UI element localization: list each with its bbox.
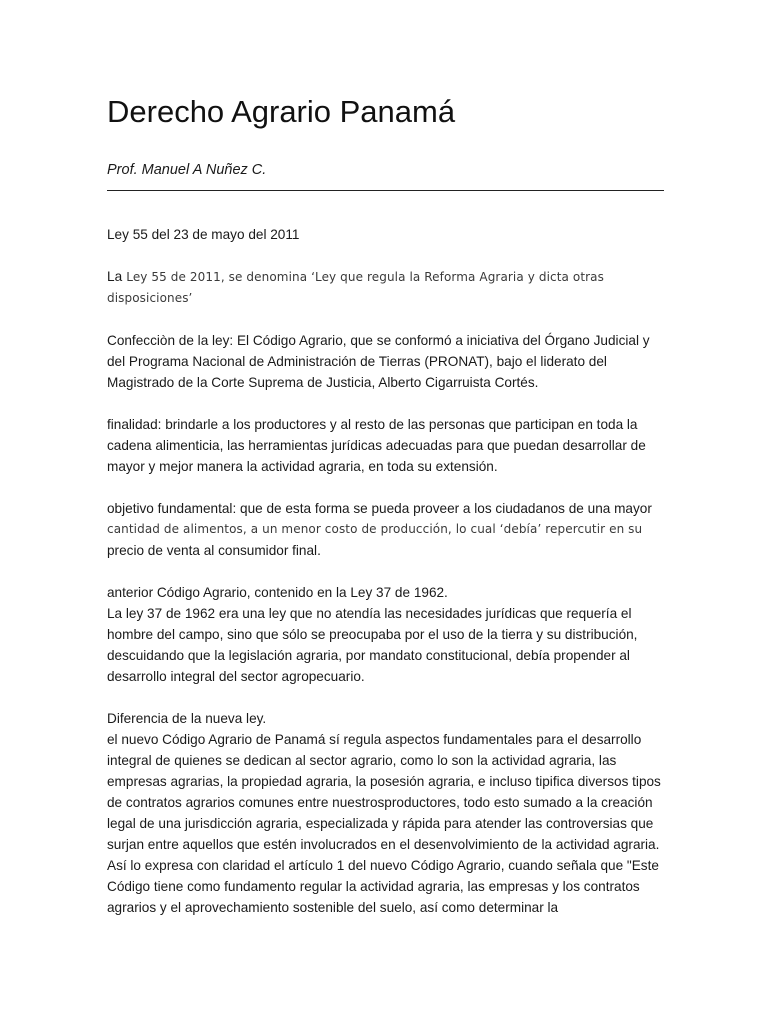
anterior-codigo-heading: anterior Código Agrario, contenido en la Ley 37 de 1962. — [107, 585, 448, 600]
title-divider — [107, 190, 664, 191]
paragraph-denominacion — [107, 266, 667, 309]
paragraph-diferencia — [107, 708, 667, 855]
objetivo-line-3: precio de venta al consumidor final. — [107, 543, 321, 558]
paragraph-finalidad: finalidad: brindarle a los productores y al resto de las personas que participan en toda la cadena alimenticia, las herramientas jurídicas adecuadas para que puedan desarrollar de mayor y mejor manera la actividad agraria, en toda su extensión. — [107, 417, 646, 474]
paragraph-ley-55: Ley 55 del 23 de mayo del 2011 — [107, 227, 300, 242]
anterior-codigo-text: La ley 37 de 1962 era una ley que no atendía las necesidades jurídicas que requería el hombre del campo, sino que sólo se preocupaba por el uso de la tierra y su distribución, descuidando que la legislación agraria, por mandato constitucional, debía propender al desarrollo integral del sector agropecuario. — [107, 606, 638, 684]
paragraph-denominacion-text: Ley 55 de 2011, se denomina ‘Ley que regula la Reforma Agraria y dicta otras disposiciones’ — [107, 270, 604, 305]
document-title: Derecho Agrario Panamá — [107, 94, 456, 129]
diferencia-heading: Diferencia de la nueva ley. — [107, 711, 267, 726]
paragraph-confeccion: Confecciòn de la ley: El Código Agrario, que se conformó a iniciativa del Órgano Judicial y del Programa Nacional de Administración de Tierras (PRONAT), bajo el liderato del Magistrado de la Corte Suprema de Justicia, Alberto Cigarruista Cortés. — [107, 333, 650, 390]
objetivo-line-1: objetivo fundamental: que de esta forma se pueda proveer a los ciudadanos de una mayor — [107, 501, 652, 516]
paragraph-objetivo — [107, 498, 667, 561]
document-body — [107, 224, 667, 918]
diferencia-text: el nuevo Código Agrario de Panamá sí regula aspectos fundamentales para el desarrollo integral de quienes se dedican al sector agrario, como lo son la actividad agraria, las empresas agrarias, la propiedad agraria, la posesión agraria, e incluso tipifica diversos tipos de contratos agrarios comunes entre nuestrosproductores, todo esto sumado a la creación legal de una jurisdicción agraria, especializada y rápida para atender las controversias que surjan entre aquellos que estén involucrados en el desenvolvimiento de la actividad agraria. — [107, 732, 661, 852]
objetivo-line-2: cantidad de alimentos, a un menor costo de producción, lo cual ‘debía’ repercutir en su — [107, 522, 643, 536]
paragraph-articulo-1: Así lo expresa con claridad el artículo 1 del nuevo Código Agrario, cuando señala que "Este Código tiene como fundamento regular la actividad agraria, las empresas y los contratos agrarios y el aprovechamiento sostenible del suelo, así como determinar la — [107, 858, 659, 915]
paragraph-anterior-codigo — [107, 582, 667, 687]
document-author: Prof. Manuel A Nuñez C. — [107, 162, 267, 178]
paragraph-initial: La — [107, 269, 123, 284]
